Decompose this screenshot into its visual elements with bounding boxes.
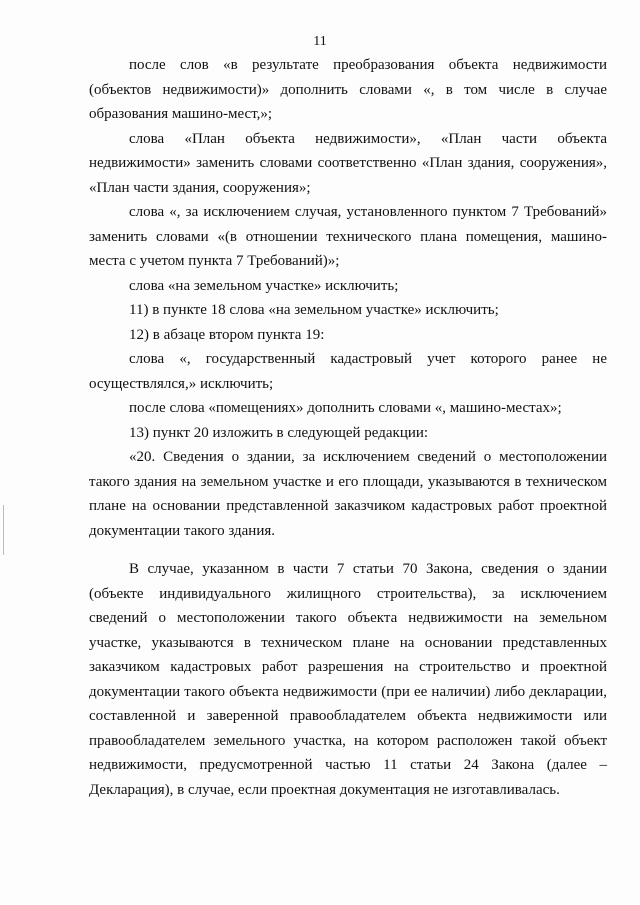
paragraph-9: 13) пункт 20 изложить в следующей редакции:	[129, 424, 429, 441]
paragraph-7: слова «, государственный кадастровый учет которого ранее не осуществлялся,» исключить;	[89, 351, 607, 392]
paragraph-8: после слова «помещениях» дополнить словами «, машино-местах»;	[129, 400, 562, 416]
paragraph-1: после слов «в результате преобразования объекта недвижимости (объектов недвижимости)» дополнить словами «, в том числе в случае образования машино-мест,»;	[89, 57, 607, 122]
paragraph-10: «20. Сведения о здании, за исключением сведений о местоположении такого здания на земельном участке и его площади, указываются в техническом плане на основании представленной заказчиком кадастровых работ проектной документации такого здания.	[89, 449, 607, 539]
paragraph-6: 12) в абзаце втором пункта 19:	[129, 326, 325, 343]
paragraph-4: слова «на земельном участке» исключить;	[129, 277, 399, 294]
paragraph-5: 11) в пункте 18 слова «на земельном участке» исключить;	[129, 302, 499, 318]
paragraph-2: слова «План объекта недвижимости», «План части объекта недвижимости» заменить словами соответственно «План здания, сооружения», «План части здания, сооружения»;	[89, 130, 607, 196]
page-number: 11	[313, 34, 327, 49]
scan-edge-mark	[3, 505, 4, 555]
paragraph-11: В случае, указанном в части 7 статьи 70 Закона, сведения о здании (объекте индивидуального жилищного строительства), за исключением сведений о местоположении такого объекта недвижимости на земельном участке, указываются в техническом плане на основании представленных заказчиком кадастровых работ разрешения на строительство и проектной документации такого объекта недвижимости (при ее наличии) либо декларации, составленной и заверенной правообладателем объекта недвижимости или правообладателем земельного участка, на котором расположен такой объект недвижимости, предусмотренной частью 11 статьи 24 Закона (далее – Декларация), в случае, если проектная документация не изготавливалась.	[89, 561, 607, 798]
document-body	[89, 53, 607, 802]
paragraph-3: слова «, за исключением случая, установленного пунктом 7 Требований» заменить словами «(в отношении технического плана помещения, машино-места с учетом пункта 7 Требований)»;	[89, 204, 607, 269]
